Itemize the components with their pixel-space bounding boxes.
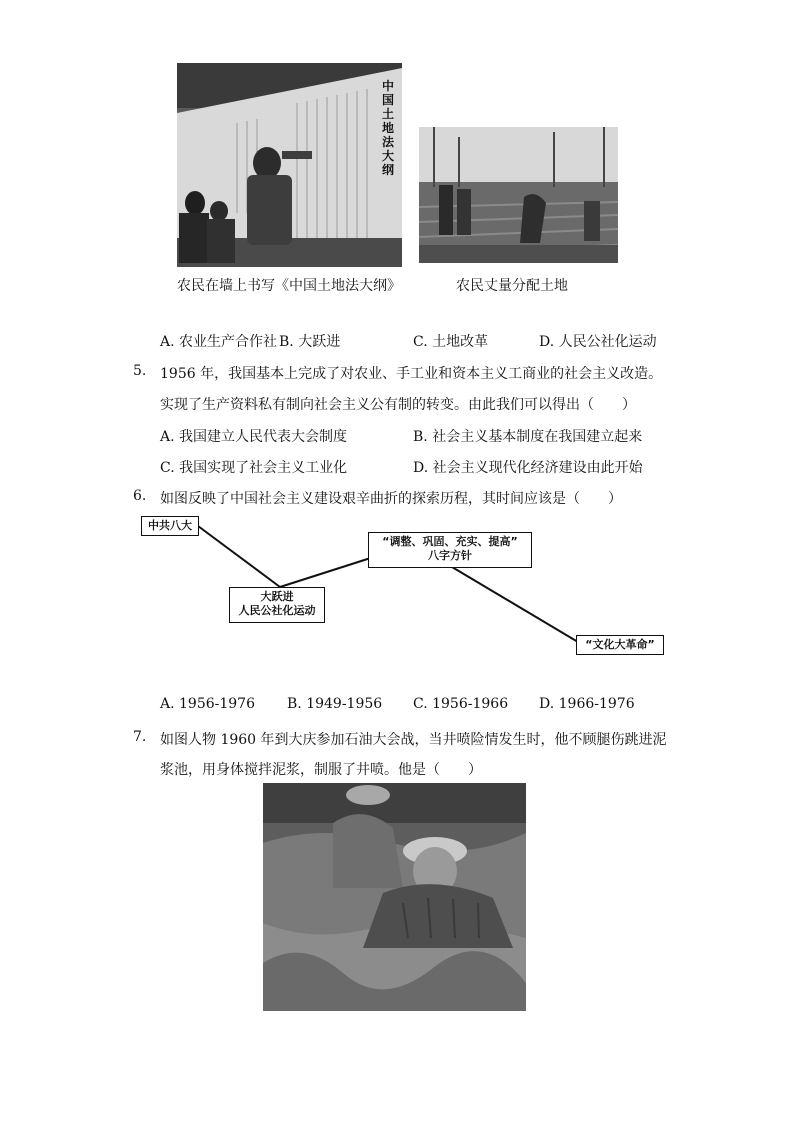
caption-measure-land: 农民丈量分配土地 [456,278,568,294]
q5-stem-line2: 实现了生产资料私有制向社会主义公有制的转变。由此我们可以得出（ ） [160,397,636,413]
connector-3 [452,567,578,642]
q4-option-c[interactable]: C. 土地改革 [413,334,489,350]
connector-2 [280,555,380,587]
photo-oil-worker-mud [263,783,526,1011]
q6-option-a[interactable]: A. 1956-1976 [160,696,255,712]
node-cultural-revolution: “文化大革命” [576,635,664,655]
q5-option-a[interactable]: A. 我国建立人民代表大会制度 [160,429,348,445]
q7-stem-line1: 如图人物 1960 年到大庆参加石油大会战，当井喷险情发生时，他不顾腿伤跳进泥 [160,732,667,748]
q6-option-b[interactable]: B. 1949-1956 [287,696,383,712]
q4-option-d[interactable]: D. 人民公社化运动 [539,334,657,350]
node-eighth-congress: 中共八大 [141,516,199,536]
node-eight-char-line2: 八字方针 [428,549,472,562]
caption-land-law-wall: 农民在墙上书写《中国土地法大纲》 [177,278,401,294]
q5-option-c[interactable]: C. 我国实现了社会主义工业化 [160,460,348,476]
q5-option-d[interactable]: D. 社会主义现代化经济建设由此开始 [413,460,643,476]
q5-option-b[interactable]: B. 社会主义基本制度在我国建立起来 [413,429,643,445]
node-great-leap-line1: 大跃进 [260,590,294,603]
q6-number: 6. [133,488,147,504]
q6-stem: 如图反映了中国社会主义建设艰辛曲折的探索历程，其时间应该是（ ） [160,491,622,507]
q4-option-b[interactable]: B. 大跃进 [279,334,341,350]
connector-1 [198,526,280,587]
poster-title: 中国土地法大纲 [382,79,395,177]
node-great-leap [229,587,325,623]
q6-option-d[interactable]: D. 1966-1976 [539,696,635,712]
node-eight-char-policy [368,532,532,568]
q7-stem-line2: 浆池，用身体搅拌泥浆，制服了井喷。他是（ ） [160,762,482,778]
q4-option-a[interactable]: A. 农业生产合作社 [160,334,278,350]
q5-number: 5. [133,363,147,379]
q5-stem-line1: 1956 年，我国基本上完成了对农业、手工业和资本主义工商业的社会主义改造。 [160,366,663,382]
q6-option-c[interactable]: C. 1956-1966 [413,696,509,712]
oil-worker-image [263,783,526,1011]
node-great-leap-line2: 人民公社化运动 [238,604,316,617]
node-eight-char-line1: “调整、巩固、充实、提高” [382,535,518,548]
q7-number: 7. [133,729,147,745]
